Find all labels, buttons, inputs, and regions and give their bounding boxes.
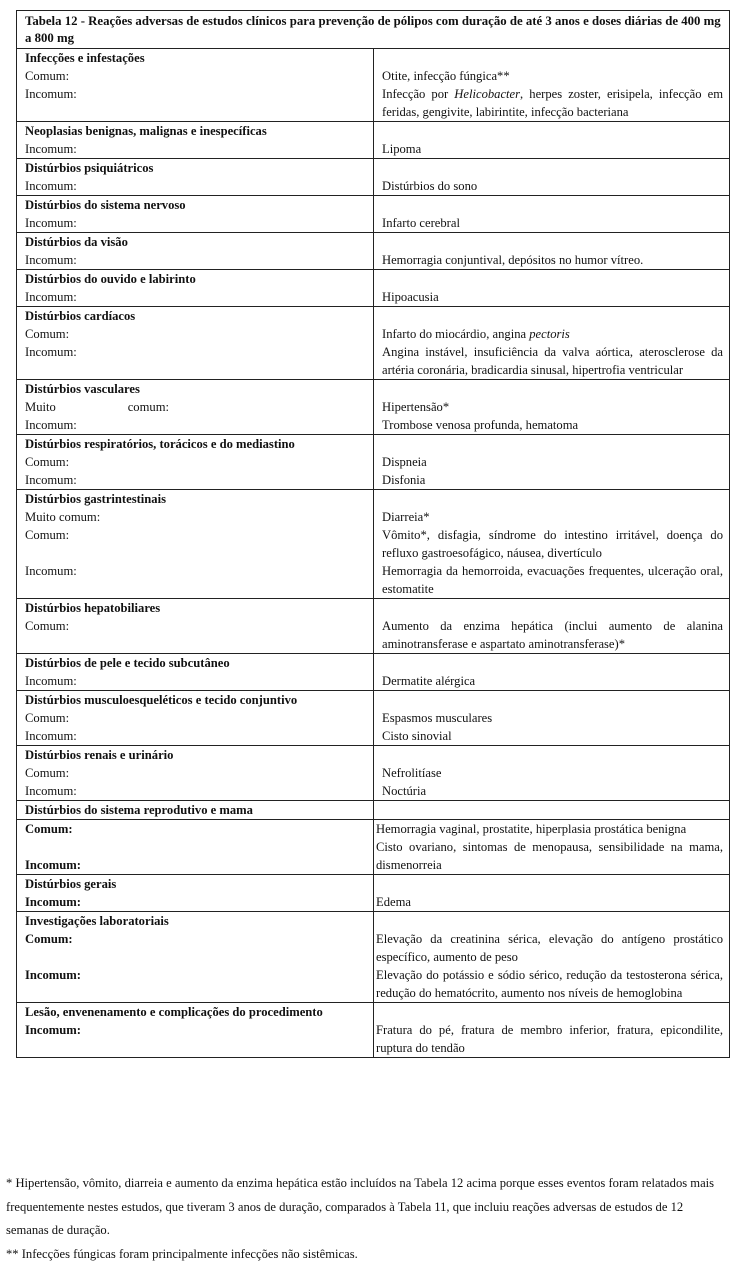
frequency-label: Comum: — [25, 932, 73, 946]
reaction-text: Lipoma — [382, 142, 422, 156]
category-title: Neoplasias benignas, malignas e inespecíficas — [25, 124, 267, 138]
reaction-text: Cisto ovariano, sintomas de menopausa, sensibilidade na mama, dismenorreia — [376, 840, 723, 872]
reaction-text: Elevação da creatinina sérica, elevação do antígeno prostático específico, aumento de peso — [376, 932, 723, 964]
table-row — [17, 49, 730, 122]
reaction-text: Otite, infecção fúngica** — [382, 69, 510, 83]
category-title: Distúrbios de pele e tecido subcutâneo — [25, 656, 230, 670]
frequency-label: Comum: — [25, 822, 73, 836]
frequency-label: Incomum: — [25, 858, 81, 872]
reaction-text: Hipoacusia — [382, 290, 439, 304]
reactions-cell — [374, 196, 730, 233]
table-row — [17, 270, 730, 307]
category-cell — [17, 691, 374, 746]
reaction-text: Dermatite alérgica — [382, 674, 476, 688]
reactions-cell — [374, 233, 730, 270]
reactions-cell — [374, 599, 730, 654]
category-title: Distúrbios musculoesqueléticos e tecido conjuntivo — [25, 693, 298, 707]
frequency-label-part: comum: — [127, 400, 169, 414]
reaction-text-part: Infarto do miocárdio, angina — [382, 327, 530, 341]
frequency-label: Incomum: — [25, 253, 77, 267]
reactions-cell — [374, 435, 730, 490]
frequency-label: Comum: — [25, 528, 70, 542]
frequency-label: Comum: — [25, 711, 70, 725]
category-title: Distúrbios psiquiátricos — [25, 161, 154, 175]
frequency-label: Comum: — [25, 455, 70, 469]
category-title: Distúrbios hepatobiliares — [25, 601, 161, 615]
category-cell — [17, 490, 374, 599]
category-title: Distúrbios do sistema reprodutivo e mama — [25, 803, 253, 817]
frequency-label: Incomum: — [25, 895, 81, 909]
reaction-text: Hemorragia conjuntival, depósitos no humor vítreo. — [382, 253, 644, 267]
table-row — [17, 159, 730, 196]
reaction-text: Distúrbios do sono — [382, 179, 478, 193]
table-row — [17, 820, 730, 875]
frequency-label: Incomum: — [25, 290, 77, 304]
footnotes — [6, 1172, 728, 1266]
reaction-italic: Helicobacter — [454, 87, 521, 101]
frequency-label: Incomum: — [25, 968, 81, 982]
table-row — [17, 490, 730, 599]
reaction-text: Diarreia* — [382, 510, 430, 524]
reaction-text: Hipertensão* — [382, 400, 450, 414]
frequency-label: Incomum: — [25, 142, 77, 156]
reactions-cell — [374, 49, 730, 122]
reaction-text: Hemorragia vaginal, prostatite, hiperplasia prostática benigna — [376, 822, 687, 836]
reaction-text: Infarto cerebral — [382, 216, 460, 230]
category-title: Lesão, envenenamento e complicações do procedimento — [25, 1005, 323, 1019]
category-title: Distúrbios gastrintestinais — [25, 492, 166, 506]
category-cell — [17, 49, 374, 122]
category-cell — [17, 435, 374, 490]
category-title: Distúrbios da visão — [25, 235, 128, 249]
frequency-label: Incomum: — [25, 87, 77, 101]
frequency-label: Incomum: — [25, 729, 77, 743]
category-title: Distúrbios respiratórios, torácicos e do mediastino — [25, 437, 295, 451]
category-title: Investigações laboratoriais — [25, 914, 169, 928]
frequency-label-part: Muito — [25, 400, 56, 414]
category-cell — [17, 746, 374, 801]
reaction-text: Fratura do pé, fratura de membro inferior, fratura, epicondilite, ruptura do tendão — [376, 1023, 723, 1055]
reactions-cell — [374, 270, 730, 307]
category-cell — [17, 270, 374, 307]
reaction-text: Elevação do potássio e sódio sérico, redução da testosterona sérica, redução do hematócrito, aumento nos níveis de hemoglobina — [376, 968, 723, 1000]
reaction-text: Cisto sinovial — [382, 729, 452, 743]
frequency-label: Incomum: — [25, 674, 77, 688]
reaction-text — [382, 85, 723, 121]
frequency-label: Muito comum: — [25, 510, 101, 524]
frequency-label: Comum: — [25, 69, 70, 83]
footnote: * Hipertensão, vômito, diarreia e aumento da enzima hepática estão incluídos na Tabela 12 acima porque esses eventos foram relatados mais frequentemente nestes estudos, que tiveram 3 anos de duração, comparados à Tabela 11, que incluiu reações adversas de estudos de 12 semanas de duração. — [6, 1176, 715, 1237]
table-row — [17, 875, 730, 912]
category-cell — [17, 654, 374, 691]
category-cell — [17, 122, 374, 159]
reactions-cell — [374, 122, 730, 159]
reaction-text: Noctúria — [382, 784, 427, 798]
category-title: Distúrbios vasculares — [25, 382, 140, 396]
table-row — [17, 1003, 730, 1058]
adverse-reactions-document — [16, 10, 729, 1058]
reactions-cell — [374, 307, 730, 380]
reaction-text: Trombose venosa profunda, hematoma — [382, 418, 579, 432]
frequency-label: Incomum: — [25, 564, 77, 578]
category-cell — [17, 599, 374, 654]
category-title: Distúrbios do ouvido e labirinto — [25, 272, 196, 286]
category-cell — [17, 875, 374, 912]
frequency-label: Incomum: — [25, 784, 77, 798]
category-cell — [17, 912, 374, 1003]
table-row — [17, 746, 730, 801]
frequency-label: Incomum: — [25, 179, 77, 193]
frequency-label: Comum: — [25, 766, 70, 780]
reactions-cell — [374, 875, 730, 912]
reactions-cell — [374, 654, 730, 691]
category-title: Distúrbios renais e urinário — [25, 748, 174, 762]
reactions-cell — [374, 801, 730, 820]
reaction-italic: pectoris — [529, 327, 570, 341]
table-row — [17, 380, 730, 435]
table-row — [17, 599, 730, 654]
category-cell — [17, 233, 374, 270]
reaction-text: Hemorragia da hemorroida, evacuações frequentes, ulceração oral, estomatite — [382, 564, 723, 596]
frequency-label: Incomum: — [25, 418, 77, 432]
category-cell — [17, 820, 374, 875]
reactions-cell — [374, 490, 730, 599]
category-cell — [17, 307, 374, 380]
table-row — [17, 122, 730, 159]
frequency-label: Incomum: — [25, 473, 77, 487]
category-title: Distúrbios gerais — [25, 877, 117, 891]
adverse-reactions-table — [16, 10, 730, 1058]
category-cell — [17, 159, 374, 196]
table-title: Tabela 12 - Reações adversas de estudos clínicos para prevenção de pólipos com duração de até 3 anos e doses diárias de 400 mg a 800 mg — [17, 11, 730, 49]
frequency-label: Incomum: — [25, 345, 77, 359]
category-cell — [17, 196, 374, 233]
reaction-text: Edema — [376, 895, 411, 909]
reactions-cell — [374, 159, 730, 196]
reactions-cell — [374, 820, 730, 875]
reactions-cell — [374, 380, 730, 435]
reaction-text: Vômito*, disfagia, síndrome do intestino irritável, doença do refluxo gastroesofágico, náusea, divertículo — [382, 528, 723, 560]
footnote: ** Infecções fúngicas foram principalmente infecções não sistêmicas. — [6, 1246, 358, 1261]
frequency-label: Incomum: — [25, 216, 77, 230]
reactions-cell — [374, 1003, 730, 1058]
frequency-label: Comum: — [25, 619, 70, 633]
reactions-cell — [374, 691, 730, 746]
category-title: Distúrbios do sistema nervoso — [25, 198, 186, 212]
reaction-text: Nefrolitíase — [382, 766, 442, 780]
reaction-text: Aumento da enzima hepática (inclui aumento de alanina aminotransferase e aspartato aminotransferase)* — [382, 619, 723, 651]
reaction-text: Disfonia — [382, 473, 426, 487]
table-row — [17, 233, 730, 270]
reaction-text — [382, 325, 723, 343]
category-cell — [17, 380, 374, 435]
table-title-row — [17, 11, 730, 49]
reaction-text-part: Infecção por — [382, 87, 455, 101]
table-row — [17, 196, 730, 233]
table-row — [17, 691, 730, 746]
category-title: Distúrbios cardíacos — [25, 309, 136, 323]
category-title: Infecções e infestações — [25, 51, 145, 65]
reaction-text-part: , herpes zoster, erisipela, infecção em feridas, gengivite, labirintite, infecção bacteriana — [382, 87, 723, 119]
reaction-text: Dispneia — [382, 455, 427, 469]
reaction-text: Espasmos musculares — [382, 711, 493, 725]
frequency-label — [25, 398, 169, 416]
category-cell — [17, 801, 374, 820]
frequency-label: Incomum: — [25, 1023, 81, 1037]
frequency-label: Comum: — [25, 327, 70, 341]
reactions-cell — [374, 912, 730, 1003]
category-cell — [17, 1003, 374, 1058]
table-row — [17, 307, 730, 380]
table-row — [17, 912, 730, 1003]
table-row — [17, 801, 730, 820]
reactions-cell — [374, 746, 730, 801]
table-row — [17, 654, 730, 691]
table-row — [17, 435, 730, 490]
reaction-text: Angina instável, insuficiência da valva aórtica, aterosclerose da artéria coronária, bradicardia sinusal, hipertrofia ventricular — [382, 345, 723, 377]
